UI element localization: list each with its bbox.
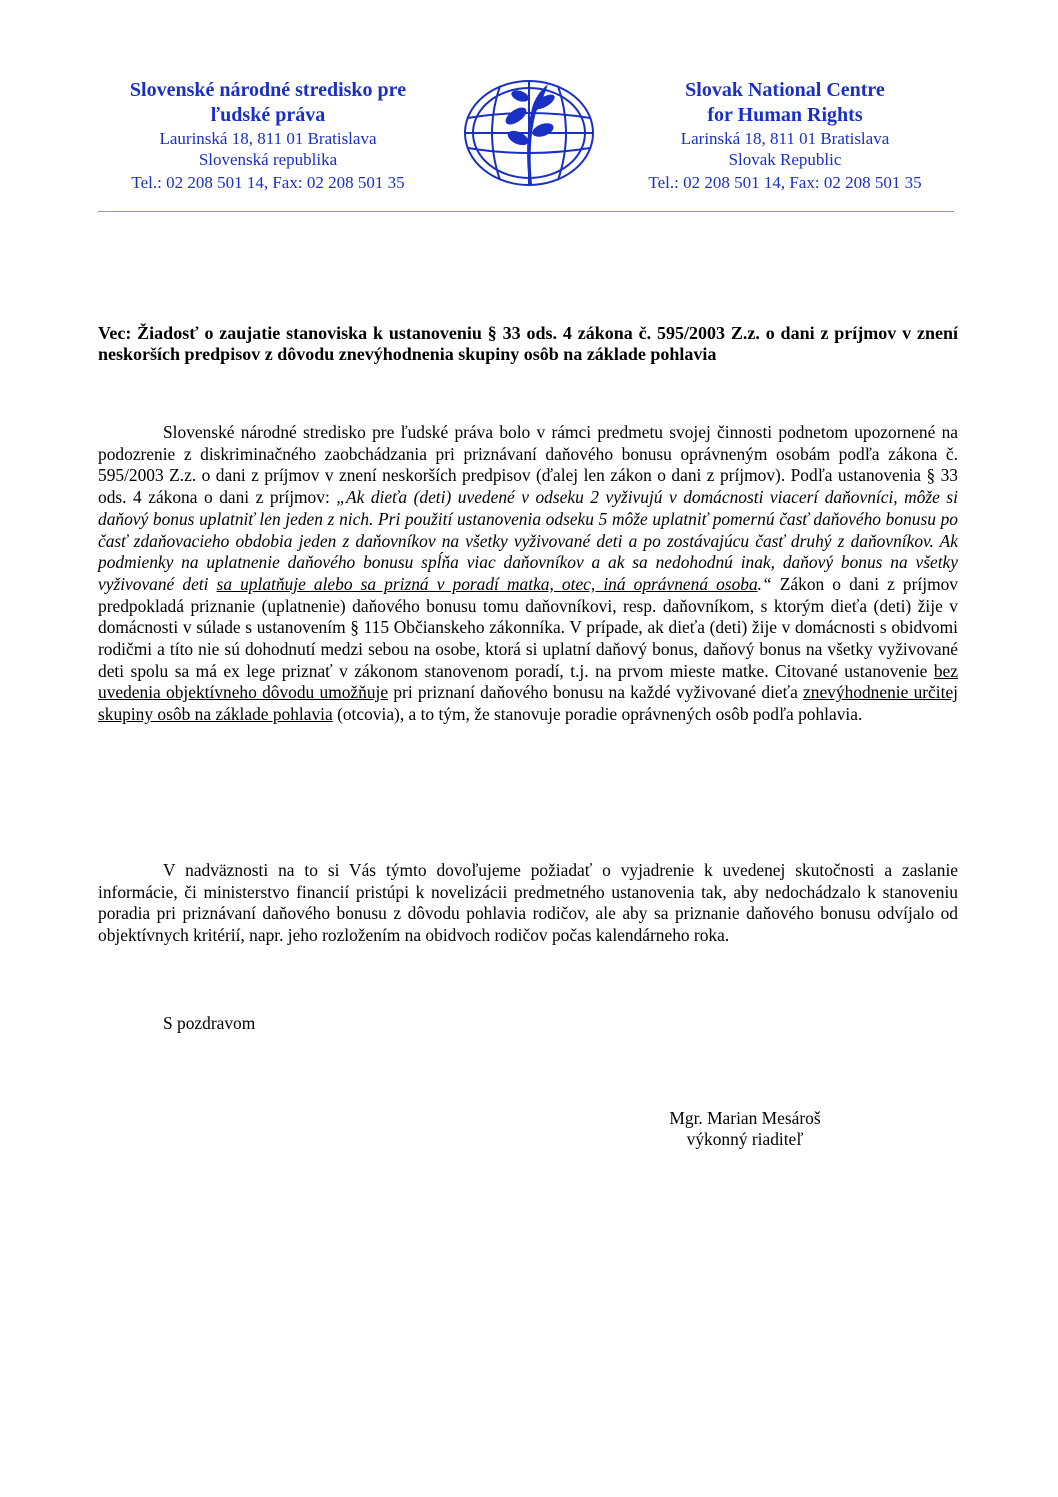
signature-block xyxy=(610,1108,880,1150)
address-sk: Laurinská 18, 811 01 Bratislava xyxy=(159,129,377,148)
letter-subject: Vec: Žiadosť o zaujatie stanoviska k ustanoveniu § 33 ods. 4 zákona č. 595/2003 Z.z. o dani z príjmov v znení neskorších predpisov z dôvodu znevýhodnenia skupiny osôb na základe pohlavia xyxy=(98,323,958,364)
contact-sk: Tel.: 02 208 501 14, Fax: 02 208 501 35 xyxy=(131,173,405,192)
law-quote-text: „Ak dieťa (deti) uvedené v odseku 2 vyživujú v domácnosti viacerí daňovníci, môže si daňový bonus uplatniť len jeden z nich. Pri použití ustanovenia odseku 5 môže uplatniť pomernú časť daňového bonusu po časť zdaňovacieho obdobia jeden z daňovníkov na všetky vyživované deti a po zostávajúcu časť druhý z daňovníkov. Ak podmienky na uplatnenie daňového bonusu spĺňa viac daňovníkov a ak sa nedohodnú inak, daňový bonus na všetky vyživované deti xyxy=(98,487,958,594)
country-sk: Slovenská republika xyxy=(198,150,338,169)
contact-en: Tel.: 02 208 501 14, Fax: 02 208 501 35 xyxy=(648,173,922,192)
greeting: S pozdravom xyxy=(163,1013,256,1033)
law-quote-end: .“ xyxy=(757,573,772,594)
org-name-sk-line1: Slovenské národné stredisko pre xyxy=(129,79,407,101)
paragraph-2: V nadväznosti na to si Vás týmto dovoľujeme požiadať o vyjadrenie k uvedenej skutočnosti a zaslanie informácie, či ministerstvo financií pristúpi k novelizácii predmetného ustanovenia tak, aby nedochádzalo k stanoveniu poradia pri priznávaní daňového bonusu z dôvodu pohlavia rodičov, ale aby sa priznanie daňového bonusu odvíjalo od objektívnych kritérií, napr. jeho rozložením na obidvoch rodičov počas kalendárneho roka. xyxy=(98,860,958,946)
paragraph-1-middle2: pri priznaní daňového bonusu na každé vyživované dieťa xyxy=(388,682,804,703)
signatory-title: výkonný riaditeľ xyxy=(686,1129,804,1149)
law-quote-underlined: sa uplatňuje alebo sa prizná v poradí matka, otec, iná oprávnená osoba xyxy=(216,573,758,594)
address-en: Larinská 18, 811 01 Bratislava xyxy=(680,129,890,148)
paragraph-1-lead: Slovenské národné stredisko pre ľudské práva bolo v rámci predmetu svojej činnosti podnetom upozornené na podozrenie z diskriminačného zaobchádzania pri priznávaní daňového bonusu oprávneným osobám podľa zákona č. 595/2003 Z.z. o dani z príjmov v znení neskorších predpisov (ďalej len zákon o dani z príjmov). Podľa ustanovenia § 33 ods. 4 zákona o dani z príjmov: xyxy=(98,422,958,508)
paragraph-1-middle: Zákon o dani z príjmov predpokladá priznanie (uplatnenie) daňového bonusu tomu daňovníkovi, resp. daňovníkom, s ktorým dieťa (deti) žije v domácnosti v súlade s ustanovením § 115 Občianskeho zákonníka. V prípade, ak dieťa (deti) žije v domácnosti s obidvomi rodičmi a títo nie sú dohodnutí medzi sebou na osobe, ktorá si uplatní daňový bonus, daňový bonus na všetky vyživované deti spolu sa má ex lege priznať v zákonom stanovenom poradí, t.j. na prvom mieste matke. Citované ustanovenie xyxy=(98,573,958,681)
underlined-phrase-2: znevýhodnenie určitej skupiny osôb na základe pohlavia xyxy=(98,682,958,725)
org-name-en-line1: Slovak National Centre xyxy=(685,79,885,101)
paragraph-1 xyxy=(98,422,958,726)
underlined-phrase-1: bez uvedenia objektívneho dôvodu umožňuje xyxy=(98,660,958,703)
org-name-en-line2: for Human Rights xyxy=(707,104,863,126)
letterhead-right xyxy=(615,78,955,193)
signatory-name: Mgr. Marian Mesároš xyxy=(669,1108,821,1128)
header-divider xyxy=(98,211,954,212)
country-en: Slovak Republic xyxy=(728,150,842,169)
letterhead-left xyxy=(98,78,438,193)
paragraph-1-tail: (otcovia), a to tým, že stanovuje poradie oprávnených osôb podľa pohlavia. xyxy=(332,704,863,725)
org-name-sk-line2: ľudské práva xyxy=(210,104,326,126)
globe-with-plant-logo xyxy=(458,72,600,194)
